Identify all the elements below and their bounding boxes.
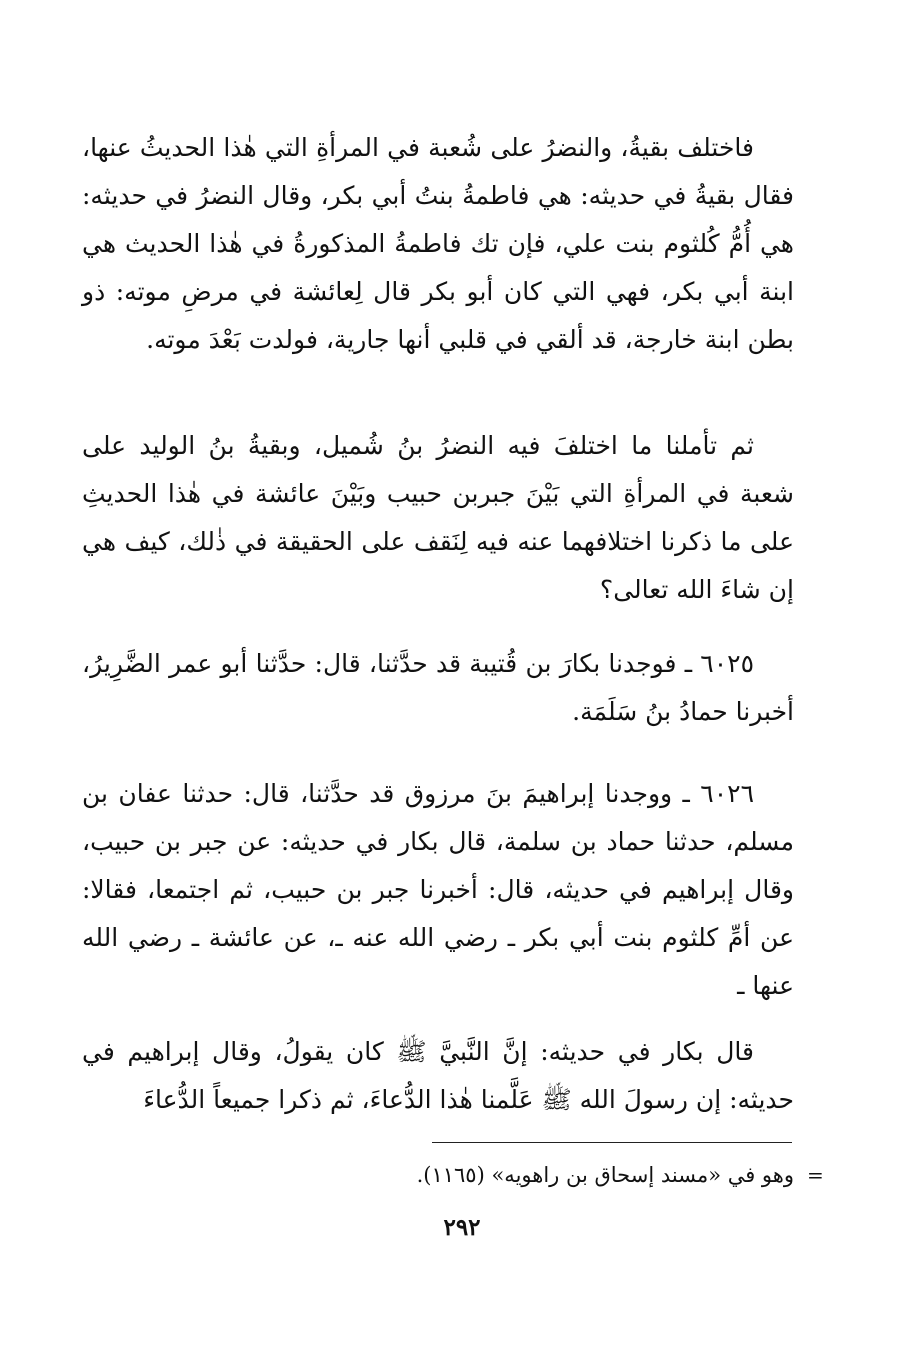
footnote: وهو في «مسند إسحاق بن راهويه» (١١٦٥). <box>416 1163 794 1187</box>
footnote-continuation-marker: = <box>807 1163 824 1187</box>
page-number: ٢٩٢ <box>443 1214 481 1241</box>
paragraph-5: قال بكار في حديثه: إنَّ النَّبيَّ ﷺ كان يقولُ، وقال إبراهيم في حديثه: إن رسولَ الله ﷺ عَلَّمنا هٰذا الدُّعاءَ، ثم ذكرا جميعاً الدُّعاءَ <box>82 1037 794 1114</box>
hadith-6026: ٦٠٢٦ ـ ووجدنا إبراهيمَ بنَ مرزوق قد حدَّثنا، قال: حدثنا عفان بن مسلم، حدثنا حماد بن سلمة، قال بكار في حديثه: عن جبر بن حبيب، وقال إبراهيم في حديثه، قال: أخبرنا جبر بن حبيب، ثم اجتمعا، فقالا: عن أمِّ كلثوم بنت أبي بكر ـ رضي الله عنه ـ، عن عائشة ـ رضي الله عنها ـ <box>82 779 794 1000</box>
hadith-6025: ٦٠٢٥ ـ فوجدنا بكارَ بن قُتيبة قد حدَّثنا، قال: حدَّثنا أبو عمر الضَّرِيرُ، أخبرنا حمادُ بنُ سَلَمَة. <box>82 649 794 726</box>
paragraph-2: ثم تأملنا ما اختلفَ فيه النضرُ بنُ شُميل، وبقيةُ بنُ الوليد على شعبة في المرأةِ التي بَيْنَ جبربن حبيب وبَيْنَ عائشة في هٰذا الحديثِ على ما ذكرنا اختلافهما عنه فيه لِنَقف على الحقيقة في ذٰلك، كيف هي إن شاءَ الله تعالى؟ <box>82 431 794 604</box>
paragraph-1: فاختلف بقيةُ، والنضرُ على شُعبة في المرأةِ التي هٰذا الحديثُ عنها، فقال بقيةُ في حديثه: هي فاطمةُ بنتُ أبي بكر، وقال النضرُ في حديثه: هي أُمُّ كُلثوم بنت علي، فإن تك فاطمةُ المذكورةُ في هٰذا الحديث هي ابنة أبي بكر، فهي التي كان أبو بكر قال لِعائشة في مرضِ موته: ذو بطن ابنة خارجة، قد ألقي في قلبي أنها جارية، فولدت بَعْدَ موته. <box>82 133 794 354</box>
footnote-separator <box>432 1142 792 1143</box>
